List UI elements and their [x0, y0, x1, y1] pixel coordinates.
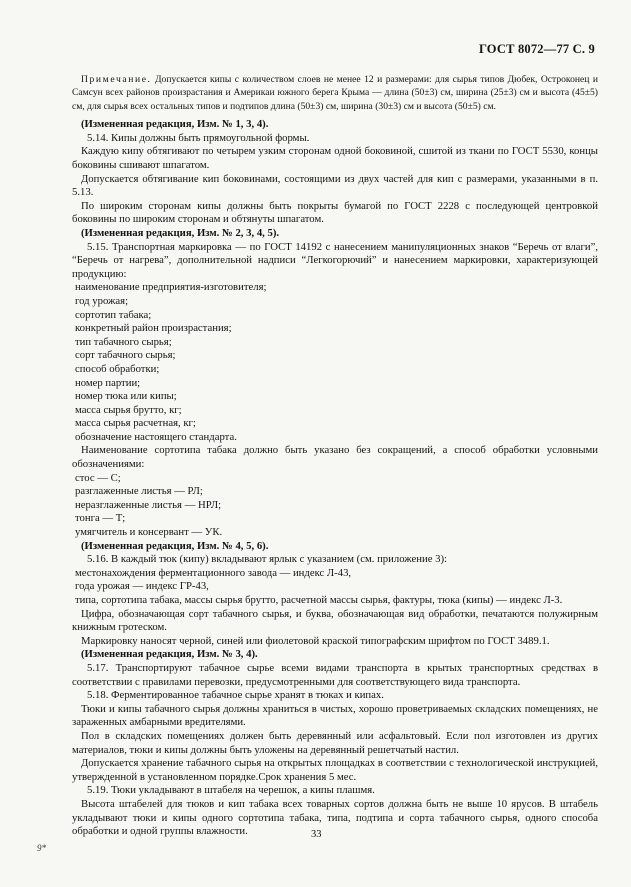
note-text: Допускается кипы с количеством слоев не менее 12 и размерами: для сырья типов Дюбек, Остроконец и Самсун всех районов произрастания и Америкаи южного берега Крыма — длина (50±3) см, ширина (25±3) см и высота (45±5) см, для сырья всех остальных типов и подтипов длина (50±3) см, ширина (30±3) см и высота (50±5) см. [72, 74, 598, 112]
amendment-note: (Измененная редакция, Изм. № 1, 3, 4). [81, 118, 269, 131]
paragraph: Цифра, обозначающая сорт табачного сырья, и буква, обозначающая вид обработки, печатаются полужирным книжным гротеском. [72, 607, 598, 634]
list-item: обозначение настоящего стандарта. [75, 430, 237, 443]
list-item: местонахождения ферментационного завода — индекс Л-43, [75, 566, 352, 579]
document-body [72, 73, 598, 839]
paragraph: Пол в складских помещениях должен быть деревянный или асфальтовый. Если пол изготовлен из других материалов, тюки и кипы должны быть уложены на деревянный решетчатый настил. [72, 729, 598, 756]
list-item: масса сырья расчетная, кг; [75, 417, 196, 430]
paragraph: Наименование сортотипа табака должно быть указано без сокращений, а способ обработки условными обозначениями: [72, 444, 598, 471]
amendment-note: (Измененная редакция, Изм. № 2, 3, 4, 5). [81, 226, 280, 239]
paragraph: Допускается хранение табачного сырья на открытых площадках в соответствии с технологической инструкцией, утвержденной в установленном порядке.Срок хранения 5 мес. [72, 757, 598, 783]
page-number: 33 [311, 829, 322, 840]
amendment-note: (Измененная редакция, Изм. № 3, 4). [81, 648, 258, 661]
list-item: масса сырья брутто, кг; [75, 403, 182, 416]
list-item: тип табачного сырья; [75, 335, 172, 348]
list-item: номер тюка или кипы; [75, 390, 177, 403]
list-item: тонга — Т; [75, 512, 126, 525]
amendment-note: (Измененная редакция, Изм. № 4, 5, 6). [81, 539, 269, 552]
paragraph: Маркировку наносят черной, синей или фиолетовой краской типографским шрифтом по ГОСТ 3489.1. [81, 634, 550, 647]
list-item: номер партии; [75, 376, 141, 389]
paragraph: 5.16. В каждый тюк (кипу) вкладывают ярлык с указанием (см. приложение 3): [87, 553, 447, 566]
list-item: стос — С; [75, 471, 121, 484]
list-item: разглаженные листья — РЛ; [75, 485, 203, 498]
list-item: год урожая; [75, 294, 129, 307]
list-item: конкретный район произрастания; [75, 322, 232, 335]
paragraph: По широким сторонам кипы должны быть покрыты бумагой по ГОСТ 2228 с последующей центровкой боковины по широким сторонам и обтянуты шпагатом. [72, 199, 598, 226]
list-item: сорт табачного сырья; [75, 349, 176, 362]
paragraph: 5.14. Кипы должны быть прямоугольной формы. [87, 131, 310, 144]
list-item: неразглаженные листья — НРЛ; [75, 498, 222, 511]
list-item: года урожая — индекс ГР-43, [75, 580, 209, 593]
list-item: наименование предприятия-изготовителя; [75, 281, 267, 294]
paragraph: Тюки и кипы табачного сырья должны храниться в чистых, хорошо проветриваемых складских помещениях, не зараженных амбарными вредителями. [72, 702, 598, 729]
list-item: сортотип табака; [75, 308, 152, 321]
paragraph: 5.18. Ферментированное табачное сырье хранят в тюках и кипах. [87, 689, 384, 702]
paragraph: Каждую кипу обтягивают по четырем узким сторонам одной боковиной, сшитой из ткани по ГОСТ 5530, концы боковины сшивают шпагатом. [72, 145, 598, 171]
page-header: ГОСТ 8072—77 С. 9 [478, 42, 595, 56]
list-item: типа, сортотипа табака, массы сырья брутто, расчетной массы сырья, фактуры, тюка (кипы) — индекс Л-3. [75, 594, 563, 606]
paragraph: 5.17. Транспортируют табачное сырье всеми видами транспорта в крытых транспортных средствах в соответствии с правилами перевозки, предусмотренными для соответствующего вида транспорта. [72, 661, 598, 688]
list-item: способ обработки; [75, 362, 160, 375]
paragraph: Высота штабелей для тюков и кип табака всех товарных сортов должна быть не выше 10 ярусов. В штабель укладывают тюки и кипы одного сортотипа табака, типа, подтипа и сорта табачного сырья, одного способа обработки и одной группы влажности. [72, 797, 598, 838]
list-item: умягчитель и консервант — УК. [75, 526, 223, 539]
paragraph: 5.15. Транспортная маркировка — по ГОСТ 14192 с нанесением манипуляционных знаков “Беречь от влаги”, “Беречь от нагрева”, дополнительной надписи “Легкогорючий” и нанесением маркировки, характеризующей продукцию: [72, 240, 598, 280]
paragraph: 5.19. Тюки укладывают в штабеля на черешок, а кипы плашмя. [87, 784, 375, 797]
paragraph-list [72, 118, 598, 838]
note-paragraph [72, 73, 598, 113]
footer-mark: 9* [37, 843, 46, 853]
paragraph: Допускается обтягивание кип боковинами, состоящими из двух частей для кип с размерами, указанными в п. 5.13. [72, 172, 598, 199]
note-label: Примечание. [81, 74, 152, 85]
